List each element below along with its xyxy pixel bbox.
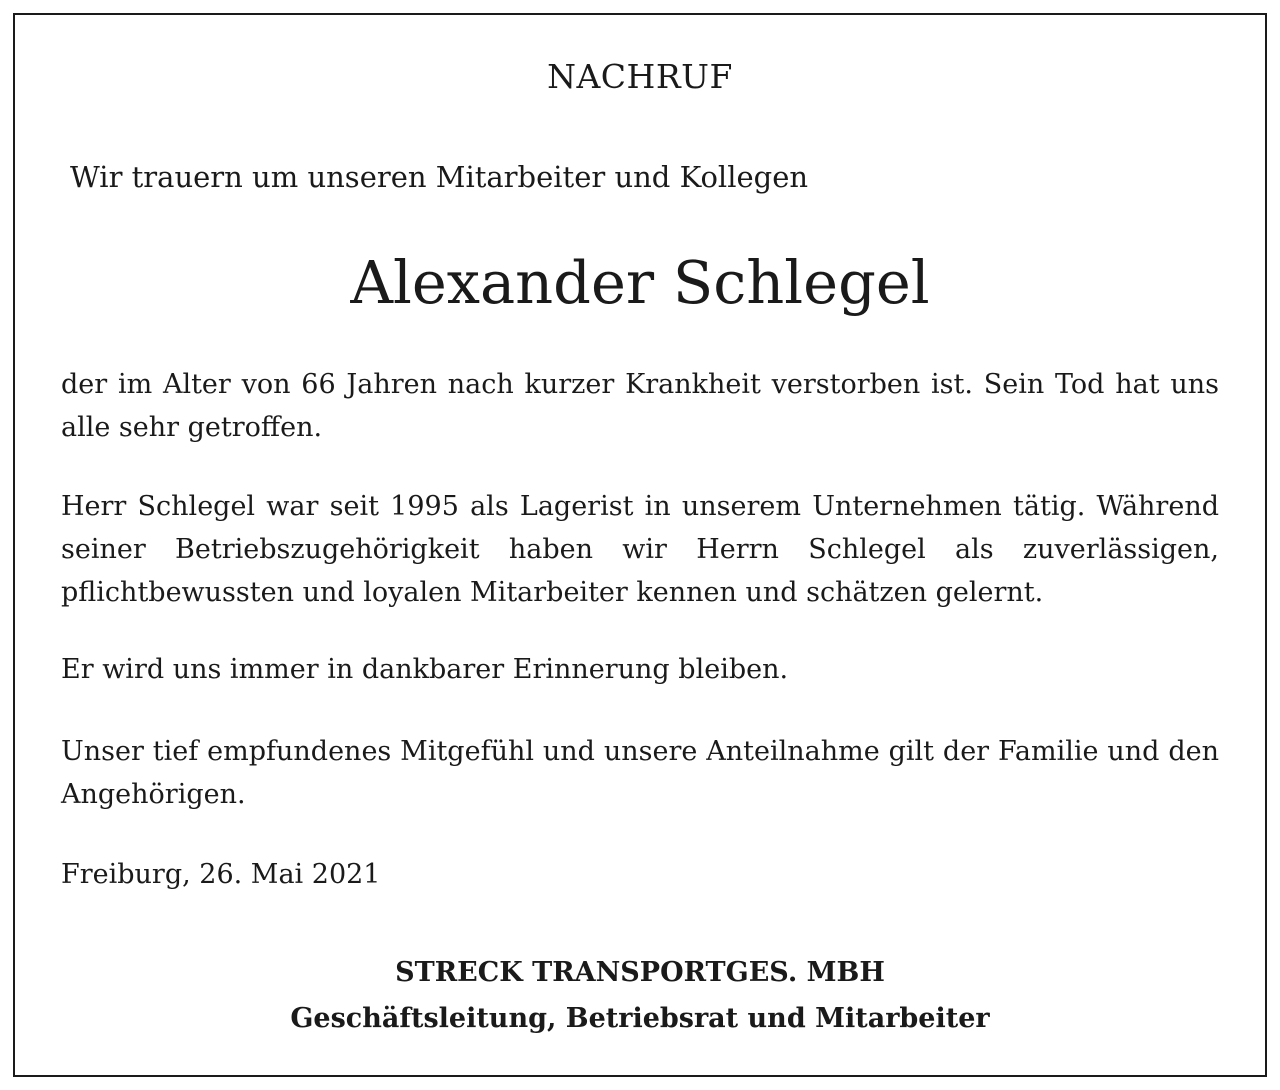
deceased-name: Alexander Schlegel	[350, 248, 930, 317]
company-name: STRECK TRANSPORTGES. MBH	[395, 957, 885, 988]
paragraph-condolence: Unser tief empfundenes Mitgefühl und unsere Anteilnahme gilt der Familie und den Angehörigen.	[61, 736, 1219, 810]
signature-block	[15, 950, 1265, 1042]
obituary-notice	[13, 13, 1267, 1077]
notice-heading: NACHRUF	[547, 57, 733, 96]
intro-line: Wir trauern um unseren Mitarbeiter und Kollegen	[70, 160, 809, 194]
paragraph-age: der im Alter von 66 Jahren nach kurzer Krankheit verstorben ist. Sein Tod hat uns alle sehr getroffen.	[61, 369, 1219, 443]
paragraph-career: Herr Schlegel war seit 1995 als Lagerist in unserem Unternehmen tätig. Während seiner Betriebszugehörigkeit haben wir Herrn Schlegel als zuverlässigen, pflichtbewussten und loyalen Mitarbeiter kennen und schätzen gelernt.	[61, 491, 1219, 608]
place-date: Freiburg, 26. Mai 2021	[61, 859, 381, 890]
signatories: Geschäftsleitung, Betriebsrat und Mitarbeiter	[290, 1003, 990, 1034]
paragraph-memory: Er wird uns immer in dankbarer Erinnerung bleiben.	[61, 654, 789, 685]
